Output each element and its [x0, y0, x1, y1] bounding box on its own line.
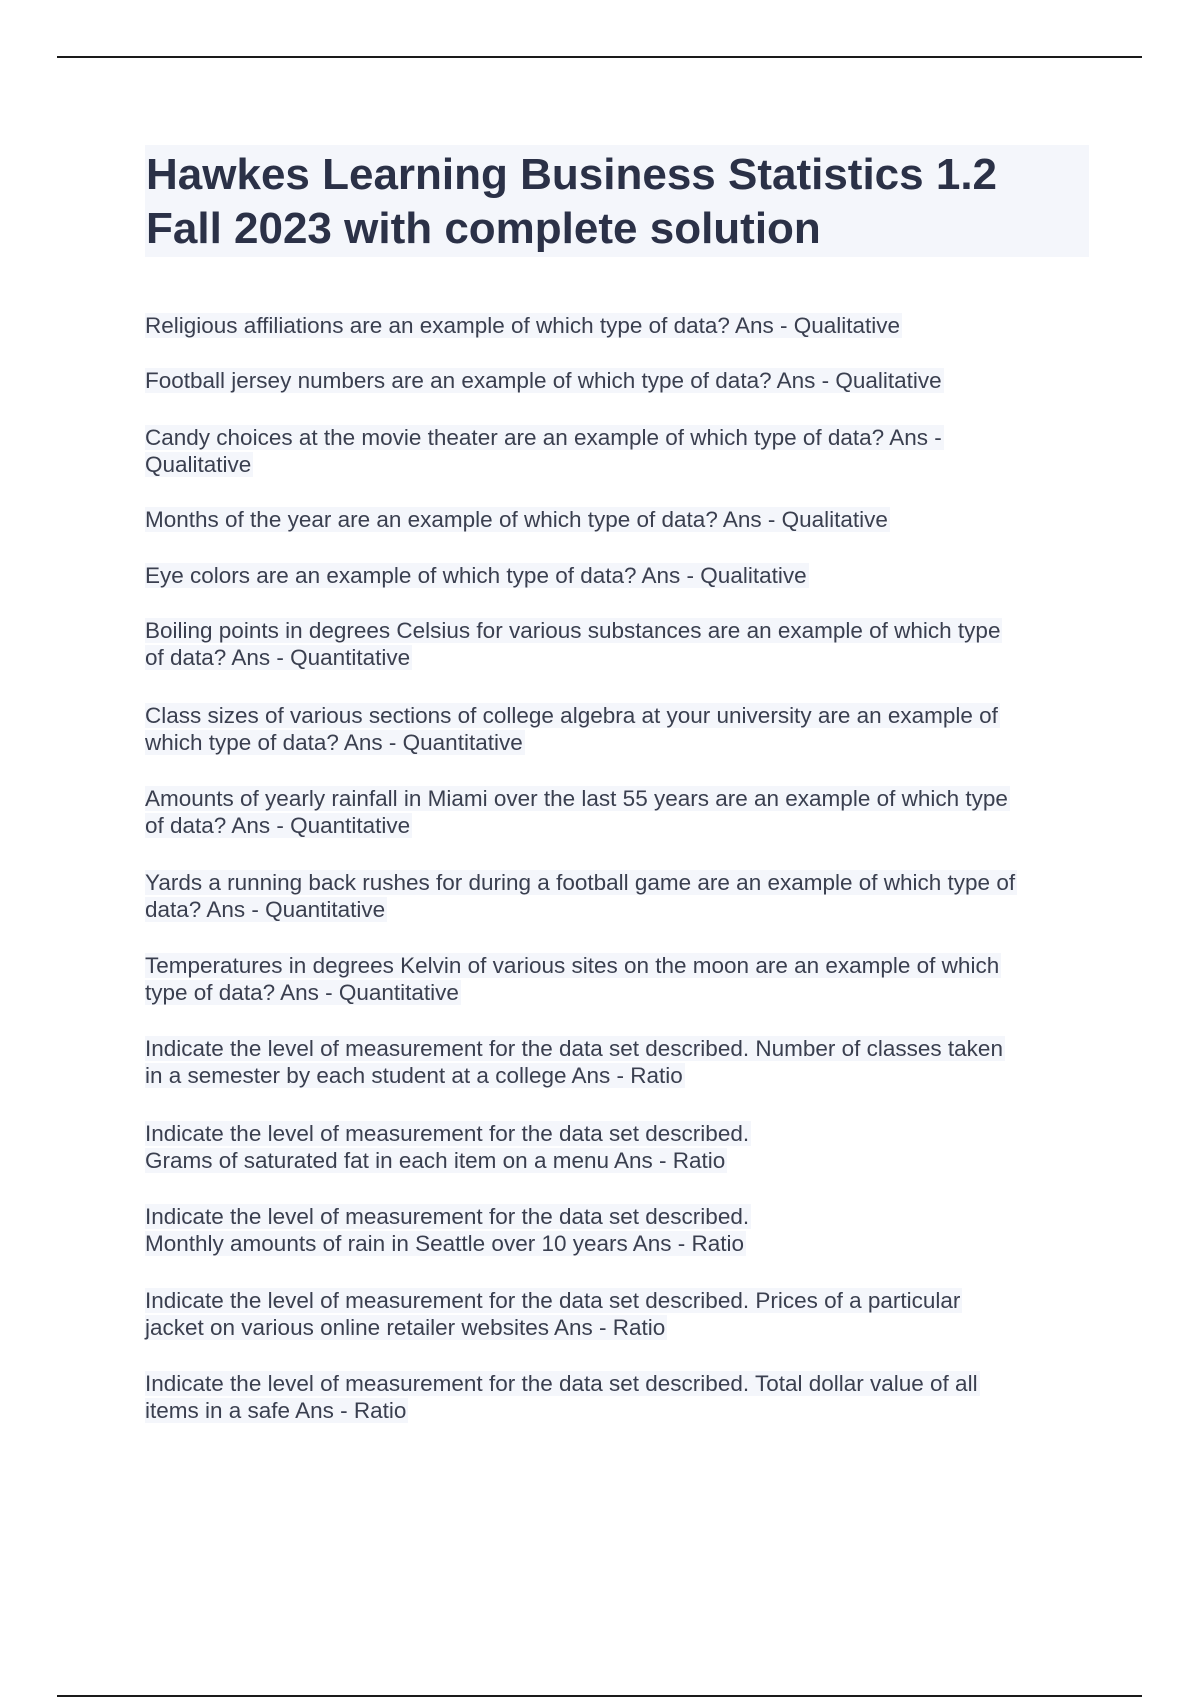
- question-answer-item: [145, 617, 1002, 671]
- question-answer-item: [145, 869, 1017, 923]
- question-answer-item: [145, 702, 1000, 756]
- question-answer-line: [145, 506, 890, 533]
- question-answer-line: [145, 812, 1010, 839]
- question-answer-item: [145, 1120, 751, 1174]
- question-answer-text: data? Ans - Quantitative: [145, 897, 386, 922]
- question-answer-line: [145, 1203, 751, 1230]
- question-answer-line: [145, 312, 902, 339]
- question-answer-line: [145, 644, 1002, 671]
- question-answer-item: [145, 1035, 1005, 1089]
- document-title: [145, 145, 1089, 257]
- question-answer-text: Boiling points in degrees Celsius for various substances are an example of which type: [145, 618, 1001, 643]
- question-answer-line: [145, 367, 944, 394]
- question-answer-line: [145, 785, 1010, 812]
- question-answer-text: jacket on various online retailer websites Ans - Ratio: [145, 1315, 666, 1340]
- question-answer-line: [145, 702, 1000, 729]
- question-answer-item: [145, 506, 890, 533]
- question-answer-item: [145, 1203, 751, 1257]
- question-answer-line: [145, 979, 1001, 1006]
- question-answer-text: Months of the year are an example of which type of data? Ans - Qualitative: [145, 507, 888, 532]
- question-answer-text: Religious affiliations are an example of which type of data? Ans - Qualitative: [145, 313, 901, 338]
- top-rule: [57, 56, 1142, 58]
- question-answer-line: [145, 869, 1017, 896]
- question-answer-item: [145, 1287, 962, 1341]
- question-answer-line: [145, 562, 809, 589]
- question-answer-text: Football jersey numbers are an example of which type of data? Ans - Qualitative: [145, 368, 942, 393]
- question-answer-text: of data? Ans - Quantitative: [145, 813, 411, 838]
- question-answer-text: Qualitative: [145, 452, 252, 477]
- question-answer-text: Indicate the level of measurement for the data set described. Number of classes taken: [145, 1036, 1003, 1061]
- question-answer-text: Eye colors are an example of which type of data? Ans - Qualitative: [145, 563, 807, 588]
- question-answer-line: [145, 617, 1002, 644]
- question-answer-line: [145, 896, 1017, 923]
- question-answer-line: [145, 424, 944, 451]
- question-answer-text: Yards a running back rushes for during a football game are an example of which type of: [145, 870, 1016, 895]
- question-answer-item: [145, 367, 944, 394]
- question-answer-item: [145, 785, 1010, 839]
- question-answer-text: Class sizes of various sections of college algebra at your university are an example of: [145, 703, 998, 728]
- question-answer-line: [145, 451, 944, 478]
- question-answer-line: [145, 1397, 980, 1424]
- question-answer-line: [145, 1287, 962, 1314]
- question-answer-text: of data? Ans - Quantitative: [145, 645, 411, 670]
- question-answer-line: [145, 729, 1000, 756]
- question-answer-line: [145, 1120, 751, 1147]
- question-answer-item: [145, 312, 902, 339]
- question-answer-text: Grams of saturated fat in each item on a menu Ans - Ratio: [145, 1148, 726, 1173]
- title-line: Hawkes Learning Business Statistics 1.2: [146, 150, 998, 199]
- question-answer-line: [145, 1062, 1005, 1089]
- question-answer-line: [145, 1230, 751, 1257]
- question-answer-text: Indicate the level of measurement for the data set described. Total dollar value of all: [145, 1371, 978, 1396]
- question-answer-text: Monthly amounts of rain in Seattle over 10 years Ans - Ratio: [145, 1231, 745, 1256]
- bottom-rule: [57, 1695, 1142, 1697]
- question-answer-line: [145, 1314, 962, 1341]
- question-answer-text: Indicate the level of measurement for the data set described.: [145, 1204, 750, 1229]
- title-line: Fall 2023 with complete solution: [146, 204, 821, 253]
- question-answer-item: [145, 562, 809, 589]
- question-answer-line: [145, 1370, 980, 1397]
- question-answer-text: Indicate the level of measurement for the data set described. Prices of a particular: [145, 1288, 961, 1313]
- question-answer-line: [145, 952, 1001, 979]
- question-answer-text: items in a safe Ans - Ratio: [145, 1398, 407, 1423]
- question-answer-line: [145, 1147, 751, 1174]
- question-answer-item: [145, 424, 944, 478]
- question-answer-text: Indicate the level of measurement for the data set described.: [145, 1121, 750, 1146]
- question-answer-text: which type of data? Ans - Quantitative: [145, 730, 523, 755]
- question-answer-text: Amounts of yearly rainfall in Miami over the last 55 years are an example of which type: [145, 786, 1008, 811]
- question-answer-text: Temperatures in degrees Kelvin of various sites on the moon are an example of which: [145, 953, 1000, 978]
- question-answer-text: Candy choices at the movie theater are an example of which type of data? Ans -: [145, 425, 942, 450]
- question-answer-item: [145, 952, 1001, 1006]
- question-answer-item: [145, 1370, 980, 1424]
- question-answer-text: type of data? Ans - Quantitative: [145, 980, 459, 1005]
- question-answer-line: [145, 1035, 1005, 1062]
- question-answer-text: in a semester by each student at a college Ans - Ratio: [145, 1063, 683, 1088]
